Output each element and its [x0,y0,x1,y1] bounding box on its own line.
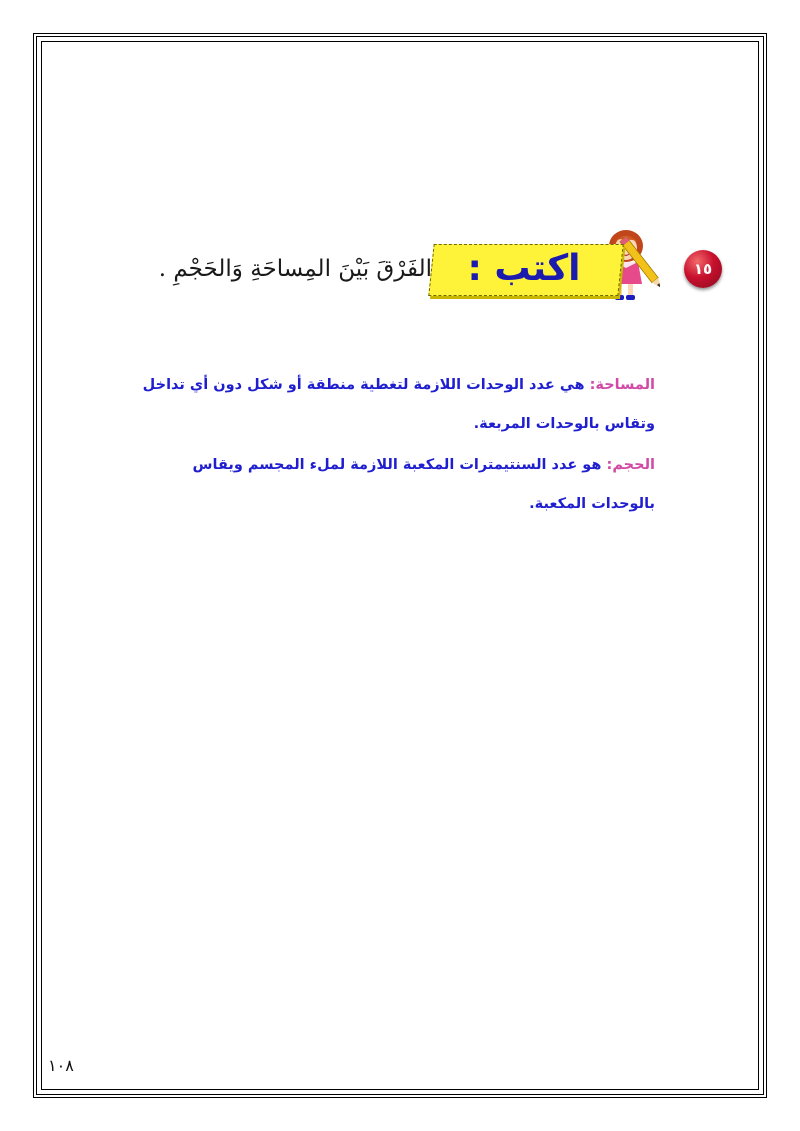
instruction-label [435,244,635,298]
answer-volume [140,446,655,524]
answer-block [140,366,655,526]
question-text: الفَرْقَ بَيْنَ المِساحَةِ وَالحَجْمِ . [158,256,432,282]
answer-area-term: المساحة: [589,377,655,393]
page-border-inner [41,41,759,1090]
answer-area-definition: هي عدد الوحدات اللازمة لتغطية منطقة أو شكل دون أي تداخل وتقاس بالوحدات المربعة. [142,377,655,432]
exercise-number-badge: ١٥ [684,250,722,288]
answer-volume-term: الحجم: [606,457,655,473]
answer-volume-definition: هو عدد السنتيمترات المكعبة اللازمة لملء المجسم ويقاس بالوحدات المكعبة. [192,457,655,512]
answer-area [140,366,655,444]
page-number: ١٠٨ [48,1056,74,1075]
instruction-label-text: اكتب : [467,248,581,289]
page-border [33,33,767,1098]
exercise-header [130,228,730,308]
